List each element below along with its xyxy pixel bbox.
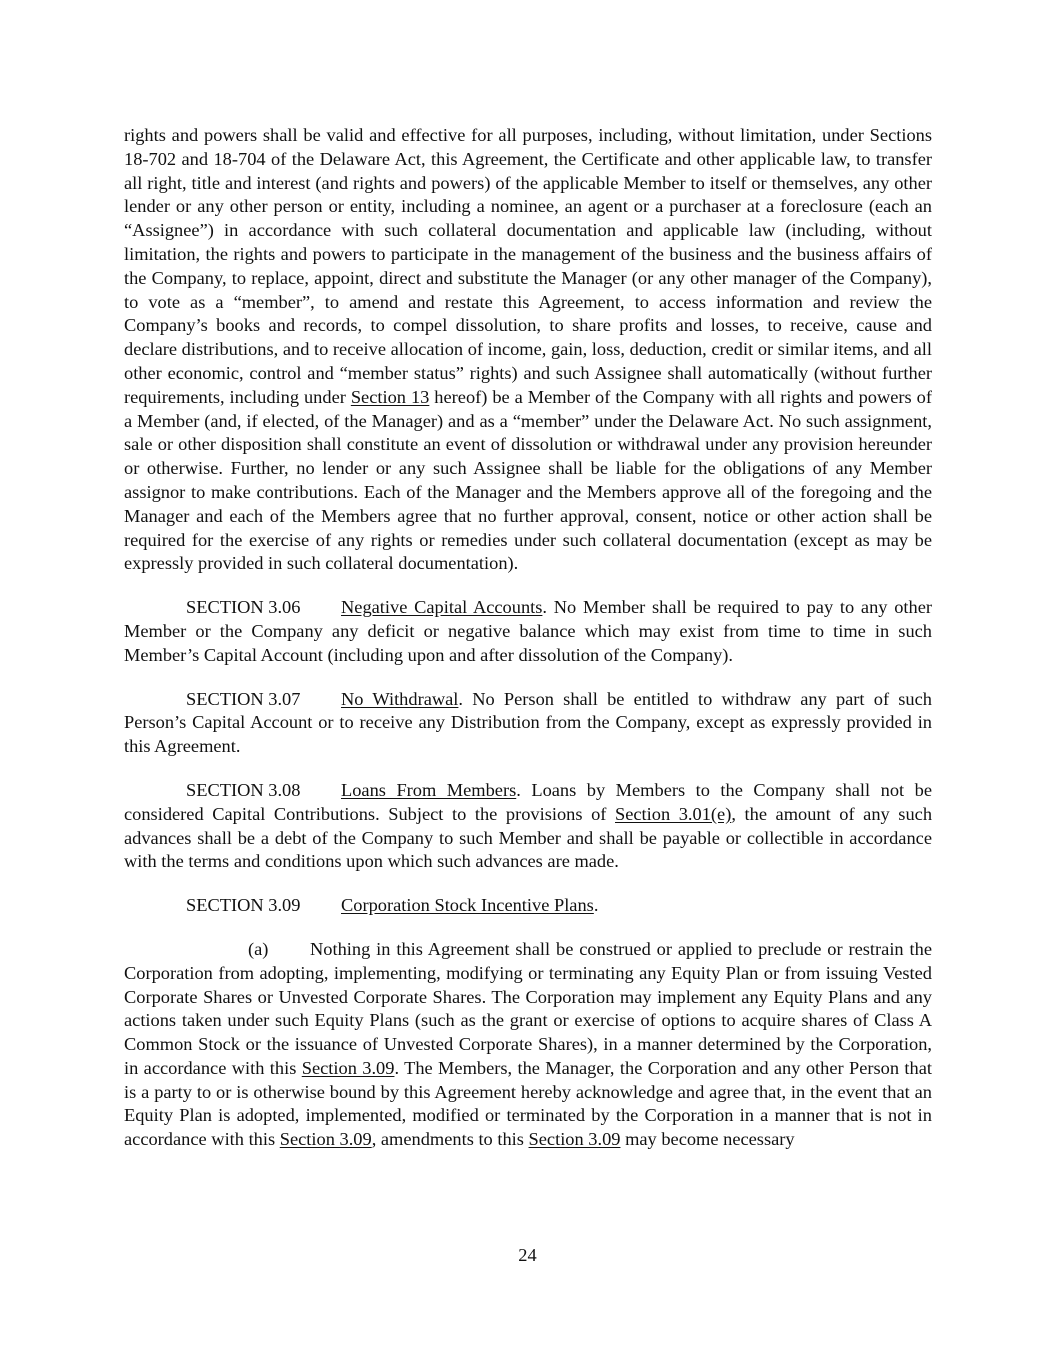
section-3-09 [124, 894, 932, 918]
section-heading-period: . [593, 895, 599, 916]
section-number: SECTION 3.09 [186, 895, 301, 916]
section-body: . No Person shall be entitled to withdraw any part of such Person’s Capital Account or to receive any Distribution from the Company, except as expressly provided in this Agreement. [124, 688, 932, 757]
section-13-reference: Section 13 [350, 386, 430, 407]
text-run: may become necessary [620, 1129, 795, 1150]
section-body: . Loans by Members to the Company shall not be considered Capital Contributions. Subject to the provisions of [124, 779, 932, 824]
section-number: SECTION 3.08 [186, 779, 301, 800]
section-number: SECTION 3.07 [186, 688, 301, 709]
text-run: hereof) be a Member of the Company with all rights and powers of a Member (and, if elected, of the Manager) and as a “member” under the Delaware Act. No such assignment, sale or other disposition shall constitute an event of dissolution or withdrawal under any provision hereunder or otherwise. Further, no lender or any such Assignee shall be liable for the obligations of any Member assignor to make contributions. Each of the Manager and the Members approve all of the foregoing and the Manager and each of the Members agree that no further approval, consent, notice or other action shall be required for the exercise of any rights or remedies under such collateral documentation (except as may be expressly provided in such collateral documentation). [124, 386, 932, 574]
section-body: , the amount of any such advances shall be a debt of the Company to such Member and shall be payable or collectible in accordance with the terms and conditions upon which such advances are made. [124, 803, 933, 872]
section-3-09-reference: Section 3.09 [528, 1129, 621, 1150]
section-heading: Corporation Stock Incentive Plans [341, 895, 594, 916]
section-3-09-reference: Section 3.09 [279, 1129, 372, 1150]
section-3-08 [124, 779, 932, 874]
section-3-07 [124, 688, 932, 759]
section-3-09-reference: Section 3.09 [301, 1057, 395, 1078]
section-3-09-a [124, 938, 932, 1152]
section-heading: No Withdrawal [341, 688, 459, 709]
section-body: . No Member shall be required to pay to any other Member or the Company any deficit or negative balance which may exist from time to time in such Member’s Capital Account (including upon and after dissolution of the Company). [124, 597, 933, 665]
text-run: rights and powers shall be valid and effective for all purposes, including, without limitation, under Sections 18-702 and 18-704 of the Delaware Act, this Agreement, the Certificate and other applicable law, to transfer all right, title and interest (and rights and powers) of the applicable Member to itself or themselves, any other lender or any other person or entity, including a nominee, an agent or a purchaser at a foreclosure (each an “Assignee”) in accordance with such collateral documentation and applicable law (including, without limitation, the rights and powers to participate in the management of the business and the business affairs of the Company, to replace, appoint, direct and substitute the Manager (or any other manager of the Company), to vote as a “member”, to amend and restate this Agreement, to access information and review the Company’s books and records, to compel dissolution, to share profits and losses, to receive, cause and declare distributions, and to receive allocation of income, gain, loss, deduction, credit or similar items, and all other economic, control and “member status” rights) and such Assignee shall automatically (without further requirements, including under [124, 125, 932, 407]
text-run: . The Members, the Manager, the Corporation and any other Person that is a party to or is otherwise bound by this Agreement hereby acknowledge and agree that, in the event that an Equity Plan is adopted, implemented, modified or terminated by the Corporation in a manner that is not in accordance with this [124, 1057, 932, 1150]
text-run: Nothing in this Agreement shall be construed or applied to preclude or restrain the Corporation from adopting, implementing, modifying or terminating any Equity Plan or from issuing Vested Corporate Shares or Unvested Corporate Shares. The Corporation may implement any Equity Plans and any actions taken under such Equity Plans (such as the grant or exercise of options to acquire shares of Class A Common Stock or the issuance of Unvested Corporate Shares), in a manner determined by the Corporation, in accordance with this [124, 938, 932, 1078]
section-heading: Negative Capital Accounts [341, 597, 543, 618]
paragraph-assignee-rights [124, 124, 932, 576]
subsection-label: (a) [248, 938, 269, 959]
document-page [124, 124, 932, 1152]
text-run: , amendments to this [371, 1129, 529, 1150]
section-3-01e-reference: Section 3.01(e) [615, 803, 732, 824]
section-3-06 [124, 596, 932, 667]
page-number: 24 [518, 1245, 537, 1265]
section-heading: Loans From Members [341, 779, 517, 800]
section-number: SECTION 3.06 [186, 597, 301, 618]
